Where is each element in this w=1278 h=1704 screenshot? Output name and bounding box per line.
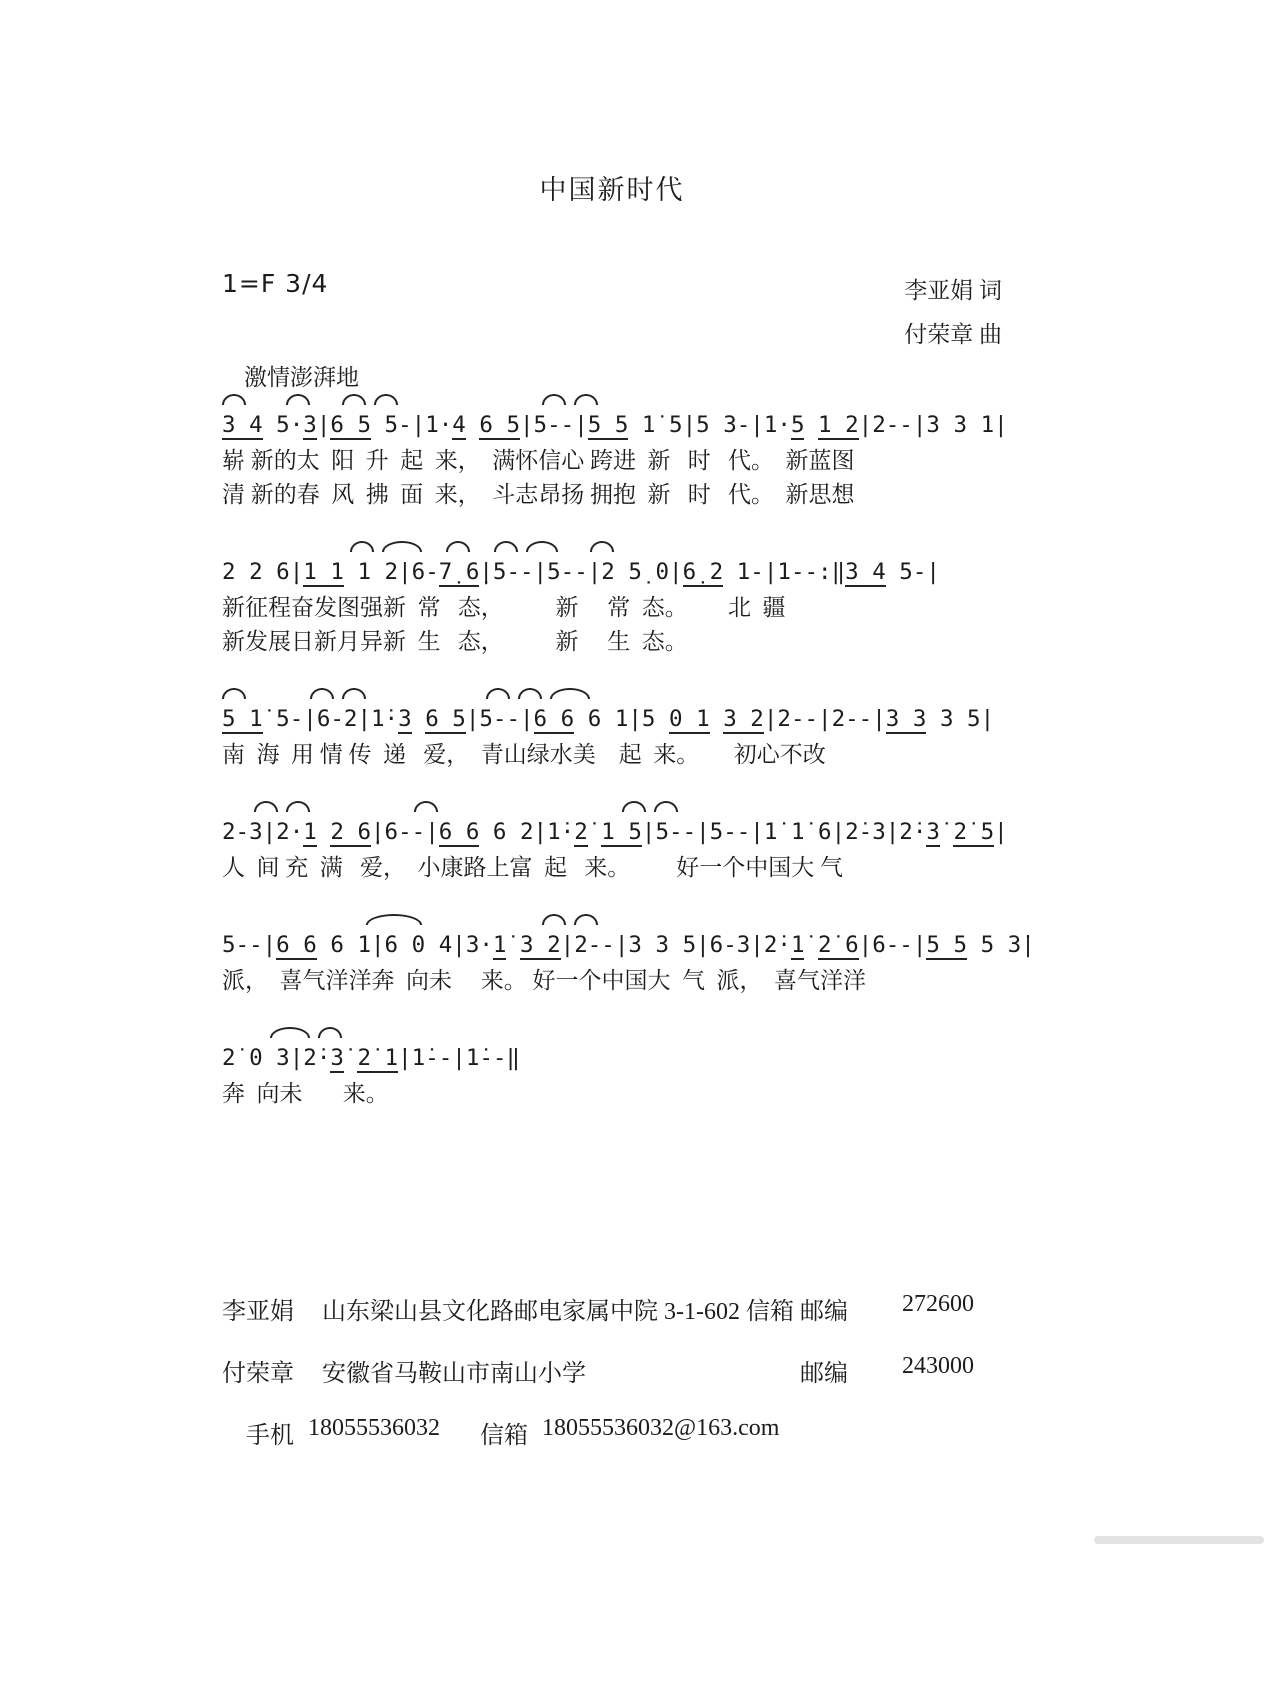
beam-underline — [330, 845, 371, 847]
notation-line: 2 2 6̣|1 1 1 2|6-7̣ 6̣|5--|5--|2 5̣ 0|6̣ 2 1-|1--:‖3 4 5-| — [222, 559, 940, 585]
lyric-line: 新征程奋发图强新 常 态， 新 常 态。 北 疆 — [222, 595, 786, 620]
slur-row — [222, 1025, 1012, 1041]
beam-underline — [493, 958, 507, 960]
beam-underline — [683, 585, 724, 587]
credits — [904, 269, 1002, 357]
notation-line: 5--|6 6 6 1̇|6 0 4|3·1̇ 3 2|2--|3 3 5|6-3|2̇·1̇ 2̇ 6|6--|5 5 5 3̇| — [222, 932, 1035, 958]
slur-arc — [542, 914, 566, 925]
slur-row — [222, 686, 1012, 702]
beam-underline — [439, 845, 480, 847]
slur-arc — [550, 688, 590, 699]
music-system-2 — [222, 539, 1052, 657]
beam-underline — [723, 732, 764, 734]
composer-credit: 付荣章 曲 — [904, 322, 1002, 347]
slur-arc — [342, 688, 366, 699]
beam-underline — [669, 732, 710, 734]
tempo-marking: 激情澎湃地 — [244, 365, 359, 390]
beam-underline — [818, 438, 859, 440]
slur-arc — [526, 541, 558, 552]
contact-name: 付荣章 — [222, 1361, 294, 1387]
slur-arc — [286, 801, 310, 812]
music-system-1 — [222, 392, 1052, 510]
slur-arc — [542, 394, 566, 405]
slur-arc — [654, 801, 678, 812]
beam-underline — [574, 845, 588, 847]
slur-arc — [486, 688, 510, 699]
song-title: 中国新时代 — [539, 175, 685, 205]
beam-underline — [791, 438, 805, 440]
zip-code: 243000 — [902, 1353, 974, 1379]
slur-arc — [382, 541, 422, 552]
beam-underline — [222, 732, 263, 734]
zip-label: 邮编 — [800, 1361, 848, 1387]
beam-underline — [452, 438, 466, 440]
slur-arc — [374, 394, 398, 405]
slur-arc — [270, 1027, 310, 1038]
slur-arc — [222, 394, 246, 405]
lyric-line: 奔 向未 来。 — [222, 1081, 389, 1106]
meta-row — [222, 269, 1002, 357]
zip-label: 邮编 — [800, 1299, 848, 1325]
slur-arc — [222, 688, 246, 699]
music-system-6 — [222, 1025, 1052, 1109]
beam-underline — [534, 732, 575, 734]
beam-underline — [479, 438, 520, 440]
slur-arc — [414, 801, 438, 812]
lyric-line: 人 间 充 满 爱， 小康路上富 起 来。 好一个中国大 气 — [222, 855, 843, 880]
beam-underline — [425, 732, 466, 734]
beam-underline — [845, 585, 886, 587]
notation-line: 2̇ 0 3̇|2̇·3̇ 2̇ 1̇|1̇--|1̇--‖ — [222, 1045, 521, 1071]
contact-address: 山东梁山县文化路邮电家属中院 3-1-602 信箱 — [322, 1299, 794, 1325]
beam-underline — [588, 438, 629, 440]
beam-underline — [303, 845, 317, 847]
slur-arc — [350, 541, 374, 552]
contact-address: 安徽省马鞍山市南山小学 — [322, 1361, 586, 1387]
slur-arc — [254, 801, 278, 812]
slur-arc — [590, 541, 614, 552]
slur-row — [222, 799, 1012, 815]
contact-row-lyricist — [222, 1291, 1052, 1326]
beam-underline — [601, 845, 642, 847]
music-systems — [222, 392, 1052, 1109]
beam-underline — [330, 438, 371, 440]
beam-underline — [222, 438, 263, 440]
notation-line: 2-3|2·1 2 6̣|6--|6 6 6 2̇|1̇·2̇ 1 5|5--|5--|1̇ 1̇ 6|2̇-3̇|2̇·3̇ 2̇ 5| — [222, 819, 1008, 845]
email-address: 18055536032@163.com — [542, 1415, 780, 1441]
contact-name: 李亚娟 — [222, 1299, 294, 1325]
beam-underline — [303, 438, 317, 440]
beam-underline — [276, 958, 317, 960]
notation-line: 3 4 5·3|6 5 5-|1·4 6 5|5--|5 5 1̇ 5|5 3-|1·5 1 2|2--|3 3 1| — [222, 412, 1008, 438]
slur-arc — [366, 914, 422, 925]
slur-arc — [286, 394, 310, 405]
slur-row — [222, 392, 1012, 408]
beam-underline — [818, 958, 859, 960]
beam-underline — [303, 585, 344, 587]
slur-arc — [342, 394, 366, 405]
beam-underline — [926, 845, 940, 847]
beam-underline — [926, 958, 967, 960]
slur-arc — [494, 541, 518, 552]
slur-arc — [310, 688, 334, 699]
lyric-line: 派， 喜气洋洋奔 向未 来。 好一个中国大 气 派， 喜气洋洋 — [222, 968, 866, 993]
beam-underline — [520, 958, 561, 960]
slur-row — [222, 539, 1012, 555]
beam-underline — [357, 1071, 398, 1073]
beam-underline — [439, 585, 480, 587]
music-system-4 — [222, 799, 1052, 883]
lyricist-credit: 李亚娟 词 — [904, 278, 1002, 303]
slur-arc — [318, 1027, 342, 1038]
beam-underline — [330, 1071, 344, 1073]
lyric-line: 南 海 用 情 传 递 爱， 青山绿水美 起 来。 初心不改 — [222, 742, 826, 767]
lyric-line: 崭 新的太 阳 升 起 来， 满怀信心 跨进 新 时 代。 新蓝图 — [222, 448, 855, 473]
contact-block — [222, 1291, 1052, 1450]
phone-number: 18055536032 — [308, 1415, 440, 1441]
email-label: 信箱 — [480, 1423, 528, 1449]
slur-arc — [518, 688, 542, 699]
contact-row-composer — [222, 1353, 1052, 1388]
beam-underline — [953, 845, 994, 847]
slur-arc — [446, 541, 470, 552]
key-time-signature: 1=F 3/4 — [222, 269, 329, 298]
music-system-5 — [222, 912, 1052, 996]
lyric-line: 清 新的春 风 拂 面 来， 斗志昂扬 拥抱 新 时 代。 新思想 — [222, 482, 855, 507]
lyric-line: 新发展日新月异新 生 态， 新 生 态。 — [222, 629, 688, 654]
scrollbar-thumb[interactable] — [1094, 1536, 1264, 1544]
beam-underline — [886, 732, 927, 734]
beam-underline — [398, 732, 412, 734]
beam-underline — [791, 958, 805, 960]
slur-arc — [622, 801, 646, 812]
contact-row-phone-email — [246, 1415, 1052, 1450]
music-system-3 — [222, 686, 1052, 770]
zip-code: 272600 — [902, 1291, 974, 1317]
phone-label: 手机 — [246, 1423, 294, 1449]
slur-row — [222, 912, 1012, 928]
slur-arc — [574, 914, 598, 925]
notation-line: 5 1̇ 5-|6-2̇|1̇·3 6 5|5--|6 6 6 1̇|5 0 1 3 2|2--|2--|3 3 3 5| — [222, 706, 995, 732]
slur-arc — [574, 394, 598, 405]
